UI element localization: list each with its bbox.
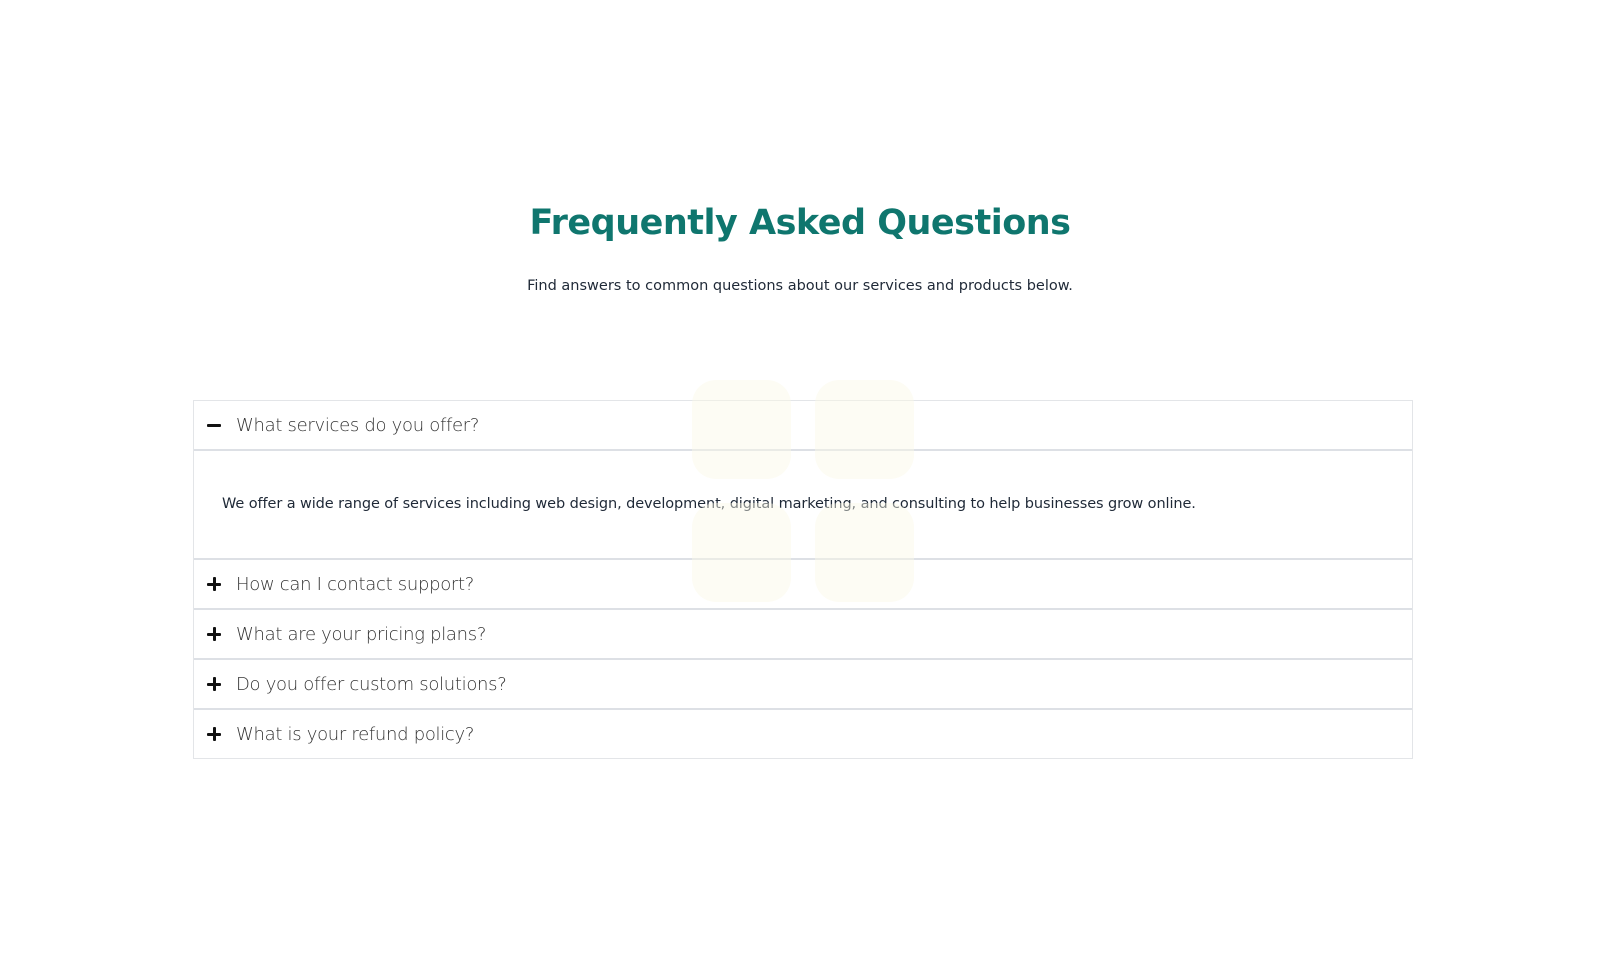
plus-icon [206, 576, 222, 592]
faq-item [194, 558, 1412, 608]
faq-question: Do you offer custom solutions? [236, 673, 507, 695]
faq-question-toggle[interactable] [194, 710, 1412, 758]
page-subtitle: Find answers to common questions about our services and products below. [527, 278, 1073, 294]
faq-question-toggle[interactable] [194, 560, 1412, 608]
plus-icon [206, 626, 222, 642]
faq-item [194, 608, 1412, 658]
faq-question: What services do you offer? [236, 414, 480, 436]
faq-item [194, 401, 1412, 558]
faq-accordion [193, 400, 1413, 759]
faq-answer-text: We offer a wide range of services including web design, development, digital marketing, and consulting to help businesses grow online. [222, 495, 1196, 512]
minus-icon [206, 417, 222, 433]
faq-hero [0, 196, 1600, 297]
faq-question: What are your pricing plans? [236, 623, 487, 645]
faq-question-toggle[interactable] [194, 610, 1412, 658]
faq-item [194, 658, 1412, 708]
faq-answer [194, 449, 1412, 558]
faq-item [194, 708, 1412, 758]
faq-question: How can I contact support? [236, 573, 475, 595]
plus-icon [206, 726, 222, 742]
plus-icon [206, 676, 222, 692]
faq-question-toggle[interactable] [194, 401, 1412, 449]
faq-question-toggle[interactable] [194, 660, 1412, 708]
page-title: Frequently Asked Questions [529, 203, 1071, 243]
faq-question: What is your refund policy? [236, 723, 475, 745]
